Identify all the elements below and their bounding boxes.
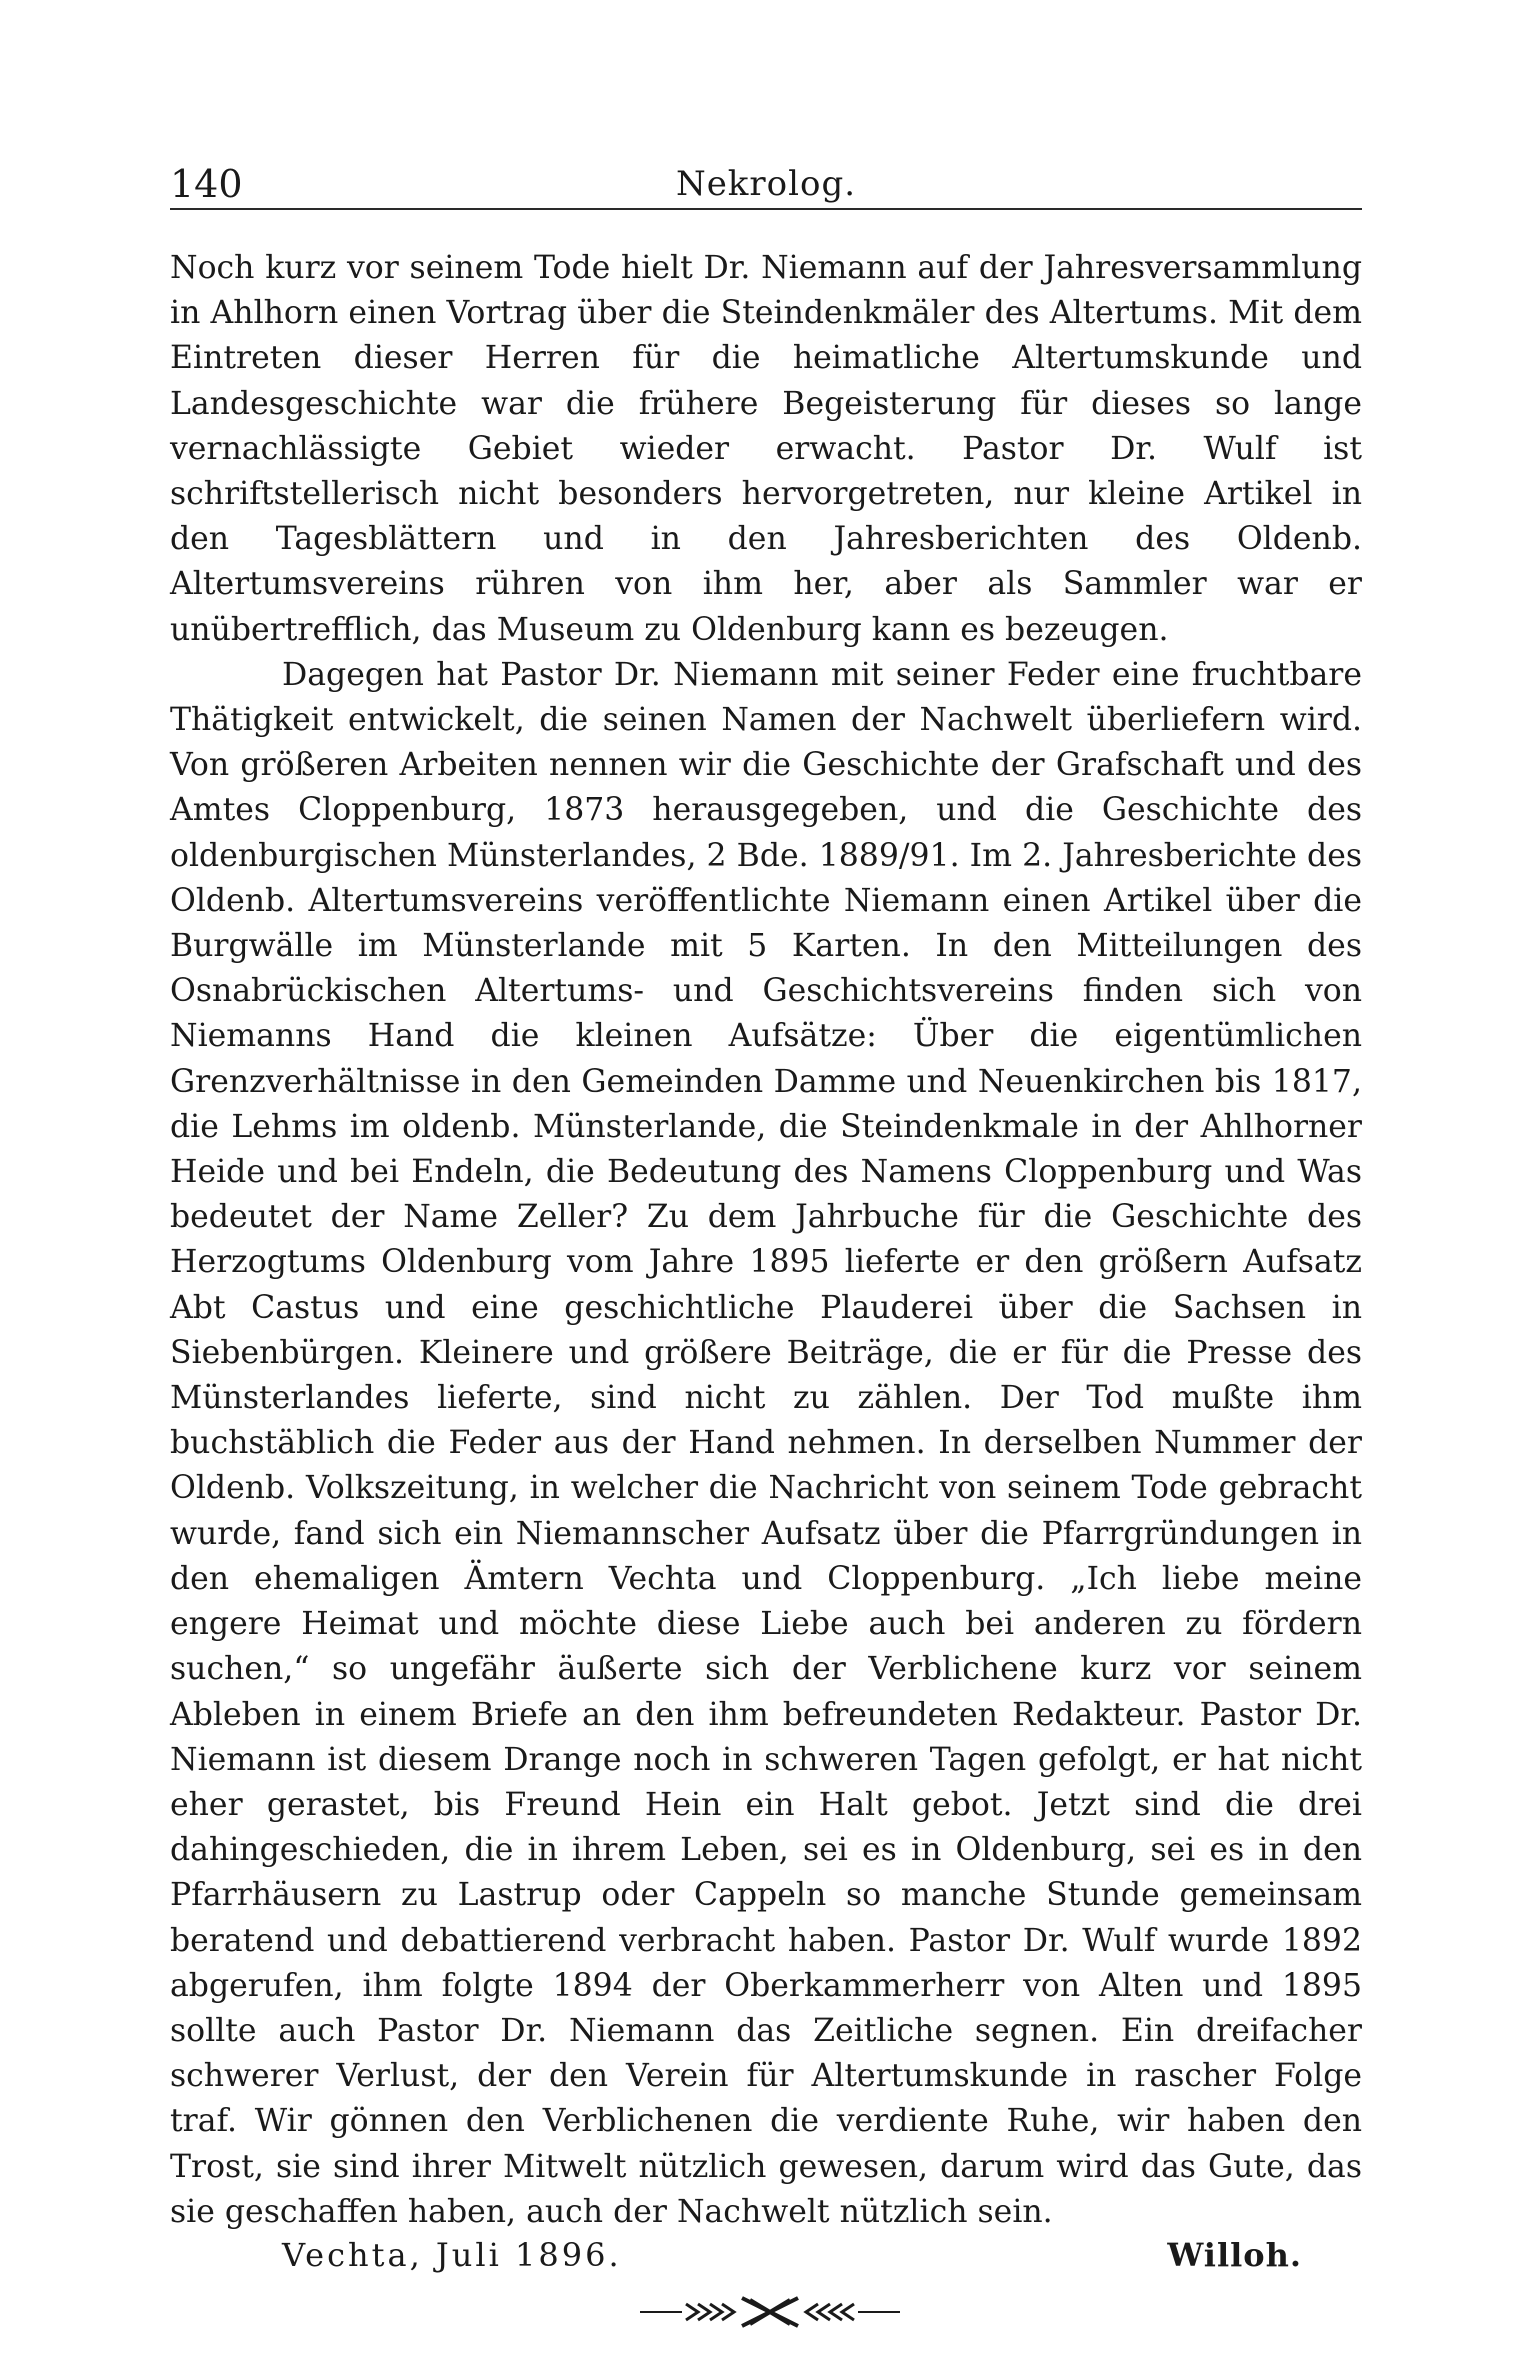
running-head: Nekrolog. [675, 164, 857, 204]
author-name: Willoh. [1167, 2236, 1302, 2274]
paragraph-1: Noch kurz vor seinem Tode hielt Dr. Niemann auf der Jahresversammlung in Ahlhorn einen Vortrag über die Steindenkmäler des Altertums. Mit dem Eintreten dieser Herren für die heimatliche Altertumskunde und Landesgeschichte war die frühere Begeisterung für dieses so lange vernachlässigte Gebiet wieder erwacht. Pastor Dr. Wulf ist schriftstellerisch nicht besonders hervorgetreten, nur kleine Artikel in den Tagesblättern und in den Jahresberichten des Oldenb. Altertumsvereins rühren von ihm her, aber als Sammler war er unübertrefflich, das Museum zu Oldenburg kann es bezeugen. [170, 250, 1362, 648]
page-header [170, 144, 1362, 210]
signature-line [170, 2232, 1362, 2278]
decorative-rule-ornament-icon [640, 2292, 900, 2332]
book-page [150, 120, 1380, 2274]
place-date: Vechta, Juli 1896. [282, 2236, 622, 2274]
paragraph-2: Dagegen hat Pastor Dr. Niemann mit seiner Feder eine fruchtbare Thätigkeit entwickelt, die seinen Namen der Nachwelt überliefern wird. Von größeren Arbeiten nennen wir die Geschichte der Grafschaft und des Amtes Cloppenburg, 1873 herausgegeben, und die Geschichte des oldenburgischen Münsterlandes, 2 Bde. 1889/91. Im 2. Jahresberichte des Oldenb. Altertumsvereins veröffentlichte Niemann einen Artikel über die Burgwälle im Münsterlande mit 5 Karten. In den Mitteilungen des Osnabrückischen Altertums- und Geschichtsvereins finden sich von Niemanns Hand die kleinen Aufsätze: Über die eigentümlichen Grenzverhältnisse in den Gemeinden Damme und Neuenkirchen bis 1817, die Lehms im oldenb. Münsterlande, die Steindenkmale in der Ahlhorner Heide und bei Endeln, die Bedeutung des Namens Cloppenburg und Was bedeutet der Name Zeller? Zu dem Jahrbuche für die Geschichte des Herzogtums Oldenburg vom Jahre 1895 lieferte er den größern Aufsatz Abt Castus und eine geschichtliche Plauderei über die Sachsen in Siebenbürgen. Kleinere und größere Beiträge, die er für die Presse des Münsterlandes lieferte, sind nicht zu zählen. Der Tod mußte ihm buchstäblich die Feder aus der Hand nehmen. In derselben Nummer der Oldenb. Volkszeitung, in welcher die Nachricht von seinem Tode gebracht wurde, fand sich ein Niemannscher Aufsatz über die Pfarrgründungen in den ehemaligen Ämtern Vechta und Cloppenburg. „Ich liebe meine engere Heimat und möchte diese Liebe auch bei anderen zu fördern suchen,“ so ungefähr äußerte sich der Verblichene kurz vor seinem Ableben in einem Briefe an den ihm befreundeten Redakteur. Pastor Dr. Niemann ist diesem Drange noch in schweren Tagen gefolgt, er hat nicht eher gerastet, bis Freund Hein ein Halt gebot. Jetzt sind die drei dahingeschieden, die in ihrem Leben, sei es in Oldenburg, sei es in den Pfarrhäusern zu Lastrup oder Cappeln so manche Stunde gemeinsam beratend und debattierend verbracht haben. Pastor Dr. Wulf wurde 1892 abgerufen, ihm folgte 1894 der Oberkammerherr von Alten und 1895 sollte auch Pastor Dr. Niemann das Zeitliche segnen. Ein dreifacher schwerer Verlust, der den Verein für Altertumskunde in rascher Folge traf. Wir gönnen den Verblichenen die verdiente Ruhe, wir haben den Trost, sie sind ihrer Mitwelt nützlich gewesen, darum wird das Gute, das sie geschaffen haben, auch der Nachwelt nützlich sein. [170, 656, 1362, 2230]
body-text [170, 246, 1362, 2235]
page-number: 140 [170, 162, 243, 206]
